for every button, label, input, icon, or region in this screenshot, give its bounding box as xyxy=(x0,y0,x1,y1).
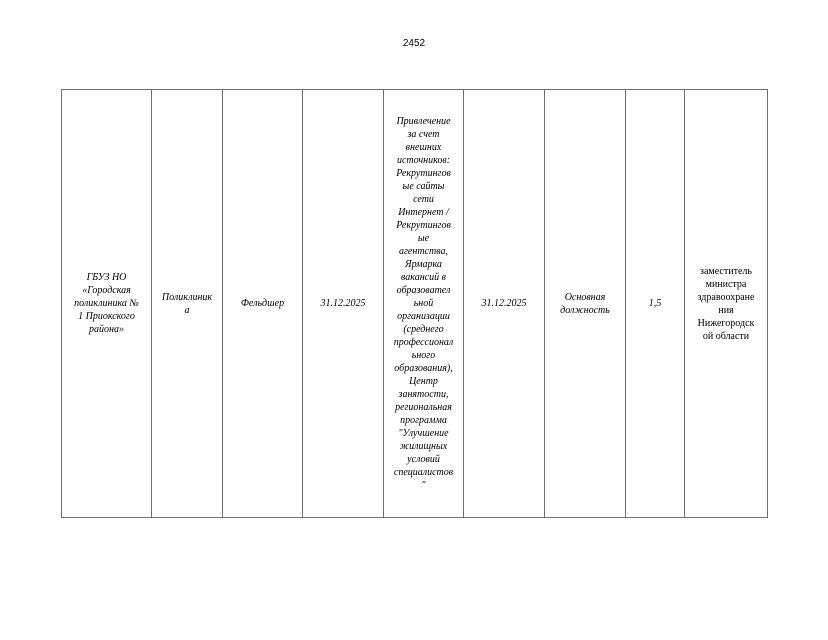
department-cell: Поликлиник а xyxy=(152,90,223,518)
rate-cell: 1,5 xyxy=(626,90,685,518)
date-cell: 31.12.2025 xyxy=(303,90,384,518)
organization-cell: ГБУЗ НО «Городская поликлиника № 1 Приокского района» xyxy=(62,90,152,518)
date-cell-2: 31.12.2025 xyxy=(464,90,545,518)
page-number: 2452 xyxy=(402,38,426,49)
data-table xyxy=(61,89,768,518)
responsible-cell: заместитель министра здравоохране ния Нижегородск ой области xyxy=(685,90,768,518)
measures-cell: Привлечение за счет внешних источников: Рекрутингов ые сайты сети Интернет / Рекрутингов ые агентства, Ярмарка вакансий в образовател ьной организации (среднего профессионал ьного образования), Центр занятости, региональная программа "Улучшение жилищных условий специалистов " xyxy=(384,90,464,518)
position-type-cell: Основная должность xyxy=(545,90,626,518)
position-cell: Фельдшер xyxy=(223,90,303,518)
table-row xyxy=(62,90,768,518)
